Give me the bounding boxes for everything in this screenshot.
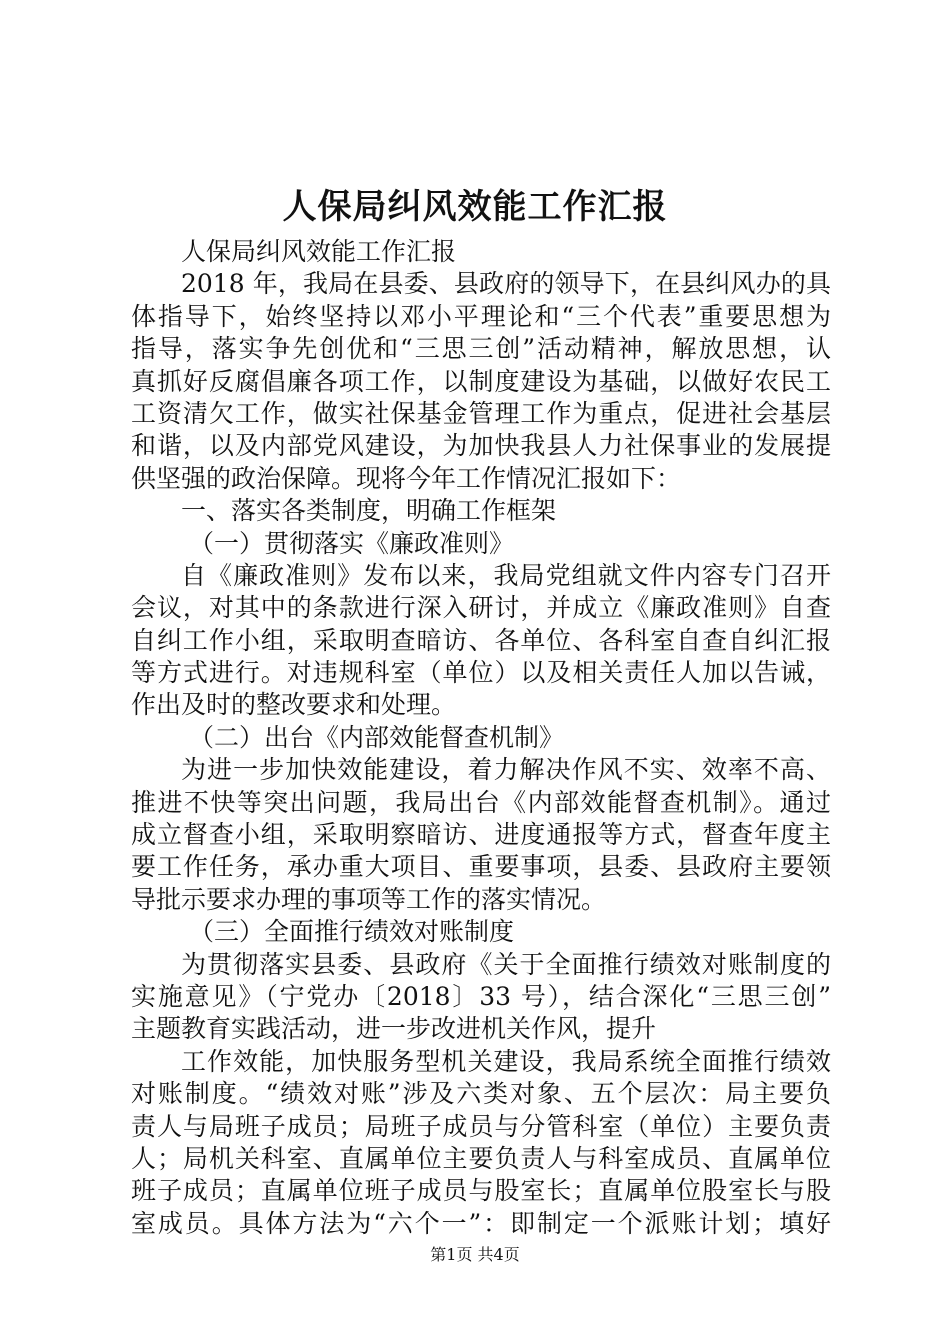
text-line: 推进不快等突出问题，我局出台《内部效能督查机制》。通过 (131, 787, 831, 817)
text-line: 班子成员；直属单位班子成员与股室长；直属单位股室长与股 (131, 1176, 831, 1206)
text-line: 和谐，以及内部党风建设，为加快我县人力社保事业的发展提 (131, 431, 831, 461)
text-line: （二）出台《内部效能督查机制》 (189, 722, 565, 752)
text-line: 供坚强的政治保障。现将今年工作情况汇报如下： (131, 463, 682, 493)
text-line: 一、落实各类制度，明确工作框架 (181, 496, 557, 526)
text-line: 导批示要求办理的事项等工作的落实情况。 (131, 884, 607, 914)
text-line: 成立督查小组，采取明察暗访、进度通报等方式，督查年度主 (131, 820, 831, 850)
document-title: 人保局纠风效能工作汇报 (282, 187, 668, 227)
text-line: 自《廉政准则》发布以来，我局党组就文件内容专门召开 (181, 560, 831, 590)
text-line: 自纠工作小组，采取明查暗访、各单位、各科室自查自纠汇报 (131, 625, 831, 655)
text-line: 主题教育实践活动，进一步改进机关作风，提升 (131, 1014, 657, 1044)
document-body (131, 236, 831, 1240)
text-line: 要工作任务，承办重大项目、重要事项，县委、县政府主要领 (131, 852, 831, 882)
text-line: 为进一步加快效能建设，着力解决作风不实、效率不高、 (181, 755, 831, 785)
text-line: 对账制度。“绩效对账”涉及六类对象、五个层次：局主要负 (131, 1079, 831, 1109)
text-line: （三）全面推行绩效对账制度 (189, 917, 515, 947)
text-line: （一）贯彻落实《廉政准则》 (189, 528, 515, 558)
text-line: 作出及时的整改要求和处理。 (131, 690, 457, 720)
text-line: 2018 年，我局在县委、县政府的领导下，在县纠风办的具 (181, 269, 831, 299)
text-line: 体指导下，始终坚持以邓小平理论和“三个代表”重要思想为 (131, 301, 831, 331)
text-line: 会议，对其中的条款进行深入研讨，并成立《廉政准则》自查 (131, 593, 831, 623)
text-line: 真抓好反腐倡廉各项工作，以制度建设为基础，以做好农民工 (131, 366, 831, 396)
text-line: 责人与局班子成员；局班子成员与分管科室（单位）主要负责 (131, 1111, 831, 1141)
text-line: 等方式进行。对违规科室（单位）以及相关责任人加以告诫， (131, 658, 831, 688)
text-line: 工作效能，加快服务型机关建设，我局系统全面推行绩效 (181, 1046, 831, 1076)
text-line: 指导，落实争先创优和“三思三创”活动精神，解放思想，认 (131, 334, 831, 364)
text-line: 实施意见》（宁党办〔2018〕33 号），结合深化“三思三创” (131, 981, 831, 1011)
text-line: 为贯彻落实县委、县政府《关于全面推行绩效对账制度的 (181, 949, 831, 979)
text-line: 室成员。具体方法为“六个一”：即制定一个派账计划；填好 (131, 1208, 831, 1238)
text-line: 人；局机关科室、直属单位主要负责人与科室成员、直属单位 (131, 1143, 831, 1173)
text-line: 工资清欠工作，做实社保基金管理工作为重点，促进社会基层 (131, 398, 831, 428)
page-footer: 第1页 共4页 (430, 1245, 520, 1264)
text-line: 人保局纠风效能工作汇报 (181, 237, 457, 266)
